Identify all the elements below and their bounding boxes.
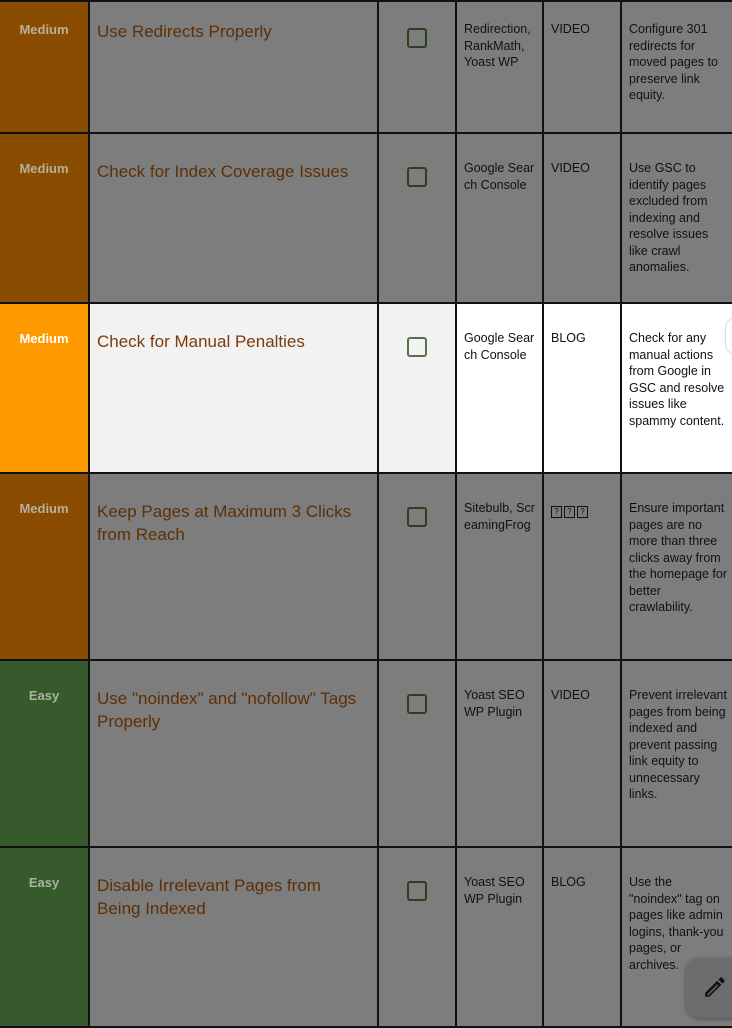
tools-cell: Yoast SEO WP Plugin: [456, 847, 543, 1027]
pencil-icon: [702, 974, 728, 1000]
resource-type[interactable]: VIDEO: [543, 660, 621, 847]
task-title: Check for Index Coverage Issues: [89, 133, 378, 303]
task-checkbox[interactable]: [407, 28, 427, 48]
description-cell: Ensure important pages are no more than three clicks away from the homepage for better crawlability.: [621, 473, 732, 660]
difficulty-badge: Medium: [0, 303, 89, 473]
checkbox-cell: [378, 303, 456, 473]
checkbox-cell: [378, 660, 456, 847]
resource-type-placeholder: ? ? ?: [551, 503, 590, 517]
description-cell: Use the "noindex" tag on pages like admin logins, thank-you pages, or archives.: [621, 847, 732, 1027]
task-checkbox[interactable]: [407, 167, 427, 187]
table-row: [0, 473, 732, 660]
description-cell: Configure 301 redirects for moved pages to preserve link equity.: [621, 1, 732, 133]
table-row-highlighted: [0, 303, 732, 473]
task-checkbox[interactable]: [407, 694, 427, 714]
description-cell: Check for any manual actions from Google in GSC and resolve issues like spammy content.: [621, 303, 732, 473]
task-checkbox[interactable]: [407, 507, 427, 527]
difficulty-badge: Medium: [0, 133, 89, 303]
task-title: Use "noindex" and "nofollow" Tags Properly: [89, 660, 378, 847]
description-cell: Use GSC to identify pages excluded from indexing and resolve issues like crawl anomalies.: [621, 133, 732, 303]
task-title: Check for Manual Penalties: [89, 303, 378, 473]
checkbox-cell: [378, 133, 456, 303]
task-title: Disable Irrelevant Pages from Being Indexed: [89, 847, 378, 1027]
description-cell: Prevent irrelevant pages from being indexed and prevent passing link equity to unnecessary links.: [621, 660, 732, 847]
resource-type[interactable]: VIDEO: [543, 133, 621, 303]
tools-cell: Redirection, RankMath, Yoast WP: [456, 1, 543, 133]
tools-cell: Sitebulb, ScreamingFrog: [456, 473, 543, 660]
checkbox-cell: [378, 847, 456, 1027]
table-row: [0, 660, 732, 847]
tools-cell: Google Search Console: [456, 133, 543, 303]
task-checkbox[interactable]: [407, 881, 427, 901]
task-title: Keep Pages at Maximum 3 Clicks from Reach: [89, 473, 378, 660]
difficulty-badge: Easy: [0, 847, 89, 1027]
checkbox-cell: [378, 473, 456, 660]
difficulty-badge: Medium: [0, 1, 89, 133]
resource-type[interactable]: VIDEO: [543, 1, 621, 133]
checkbox-cell: [378, 1, 456, 133]
task-checkbox[interactable]: [407, 337, 427, 357]
tools-cell: Google Search Console: [456, 303, 543, 473]
table-row: [0, 847, 732, 1027]
task-title: Use Redirects Properly: [89, 1, 378, 133]
side-panel-handle[interactable]: [726, 318, 732, 354]
difficulty-badge: Easy: [0, 660, 89, 847]
resource-type[interactable]: [543, 473, 621, 660]
table-row: [0, 1, 732, 133]
resource-type[interactable]: BLOG: [543, 847, 621, 1027]
resource-type[interactable]: BLOG: [543, 303, 621, 473]
difficulty-badge: Medium: [0, 473, 89, 660]
table-row: [0, 133, 732, 303]
edit-button[interactable]: [686, 958, 732, 1018]
tools-cell: Yoast SEO WP Plugin: [456, 660, 543, 847]
